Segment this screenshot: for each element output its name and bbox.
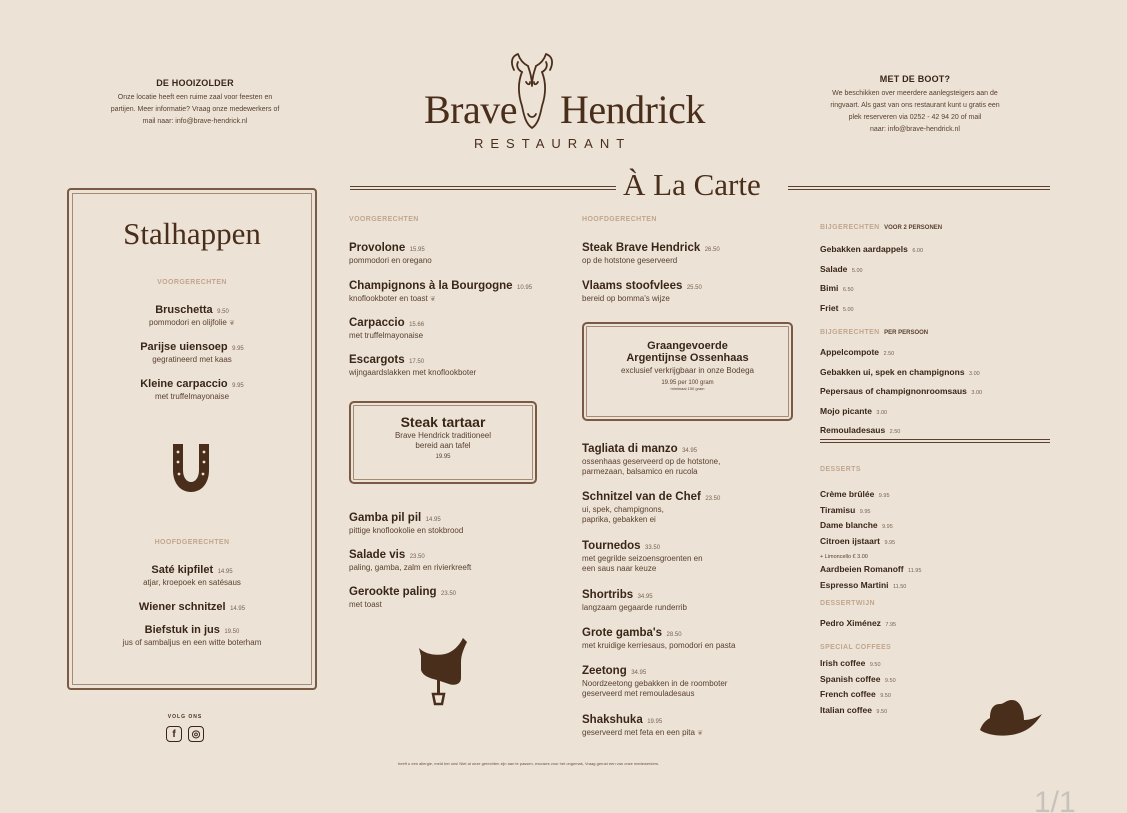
menu-item: Shortribs 34.95 langzaam gegaarde runderrib xyxy=(582,589,687,612)
menu-item: Shakshuka 19.95 geserveerd met feta en een pita ❦ xyxy=(582,714,704,737)
boot-title: MET DE BOOT? xyxy=(879,74,951,84)
social-label: VOLG ONS xyxy=(167,714,203,720)
allergy-note: heeft u een allergie, meld het ons! Niet al onze gerechten zijn aan te passen, excuses voor het ongemak, Vraag gerust een van onze medewerkers. xyxy=(398,761,660,766)
menu-item: Schnitzel van de Chef 23.50 ui, spek, champignons, paprika, gebakken ei xyxy=(582,491,721,524)
brand-name-right: Hendrick xyxy=(560,87,705,132)
hooizolder-line: mail naar: info@brave-hendrick.nl xyxy=(142,118,248,125)
divider-right xyxy=(788,186,1050,190)
boot-line: plek reserveren via 0252 - 42 94 20 of mail xyxy=(848,114,982,121)
leaf-icon: ❦ xyxy=(697,730,704,737)
bij2-head-wrap xyxy=(820,321,928,339)
stal-item: Biefstuk in jus 19.50 jus of sambaljus en een witte boterham xyxy=(122,624,262,647)
bij1-head: BIJGERECHTEN xyxy=(820,224,880,231)
stal-hoofd-head: HOOFDGERECHTEN xyxy=(154,539,230,546)
saddle-icon xyxy=(415,636,471,708)
boot-line: naar: info@brave-hendrick.nl xyxy=(870,126,960,133)
brand-subtitle: RESTAURANT xyxy=(474,136,632,151)
menu-item: Zeetong 34.95 Noordzeetong gebakken in de roomboter geserveerd met remouladesaus xyxy=(582,665,728,698)
page-indicator: 1/1 xyxy=(1034,786,1076,813)
leaf-icon: ❦ xyxy=(429,296,436,303)
horseshoe-icon xyxy=(167,440,215,496)
desserts-head: DESSERTS xyxy=(820,466,861,473)
cowboy-hat-icon xyxy=(978,696,1044,740)
leaf-icon: ❦ xyxy=(229,320,235,327)
boot-info xyxy=(780,74,1050,136)
bij2-list: Appelcompote 2.50 Gebakken ui, spek en champignons 3.00 Pepersaus of champignonroomsaus 3.00 Mojo picante 3.00 Remouladesaus 2.50 xyxy=(820,347,983,435)
stal-item: Kleine carpaccio 9.95 met truffelmayonaise xyxy=(140,378,244,401)
stal-item: Parijse uiensoep 9.95 gegratineerd met kaas xyxy=(140,341,244,364)
menu-item: Salade vis 23.50 paling, gamba, zalm en rivierkreeft xyxy=(349,549,472,572)
stalhappen-title: Stalhappen xyxy=(123,216,261,251)
stal-item: Saté kipfilet 14.95 atjar, kroepoek en satésaus xyxy=(143,564,241,587)
menu-item: Grote gamba's 28.50 met kruidige kerriesaus, pomodori en pasta xyxy=(582,627,736,650)
ossenhaas-box: Graangevoerde Argentijnse Ossenhaas exclusief verkrijgbaar in onze Bodega 19.95 per 100 gram minimaal 150 gram xyxy=(582,322,793,421)
hooizolder-line: partijen. Meer informatie? Vraag onze medewerkers of xyxy=(110,106,280,113)
stal-voor-head: VOORGERECHTEN xyxy=(157,279,227,286)
instagram-icon[interactable]: ◎ xyxy=(188,726,204,742)
feature-title: Steak tartaar xyxy=(400,414,486,430)
bij2-sub: PER PERSOON xyxy=(884,330,929,336)
hooizolder-line: Onze locatie heeft een ruime zaal voor feesten en xyxy=(117,94,273,101)
divider-left xyxy=(350,186,616,190)
dessertwijn-list: Pedro Ximénez 7.95 xyxy=(820,618,897,628)
stalhappen-panel xyxy=(67,188,317,690)
menu-item: Gamba pil pil 14.95 pittige knoflookolie en stokbrood xyxy=(349,512,464,535)
col2-head: HOOFDGERECHTEN xyxy=(582,216,657,223)
col3-divider xyxy=(820,439,1050,443)
menu-item: Escargots 17.50 wijngaardslakken met knoflookboter xyxy=(349,354,477,377)
stal-item: Bruschetta 9.50 pommodori en olijfolie ❦ xyxy=(149,304,235,327)
stal-item: Wiener schnitzel 14.95 xyxy=(138,601,246,613)
horse-head-icon xyxy=(506,52,558,134)
menu-item: Vlaams stoofvlees 25.50 bereid op bomma's wijze xyxy=(582,280,702,303)
menu-item: Carpaccio 15.66 met truffelmayonaise xyxy=(349,317,425,340)
bij2-head: BIJGERECHTEN xyxy=(820,329,880,336)
hooizolder-title: DE HOOIZOLDER xyxy=(156,78,234,88)
menu-item: Provolone 15.95 pommodori en oregano xyxy=(349,242,432,265)
col1-head: VOORGERECHTEN xyxy=(349,216,419,223)
bij1-list: Gebakken aardappels 6.00 Salade 5.00 Bimi 6.50 Friet 5.00 xyxy=(820,244,924,313)
menu-item: Champignons à la Bourgogne 10.95 knoflookboter en toast ❦ xyxy=(349,280,533,303)
coffee-head: SPECIAL COFFEES xyxy=(820,644,892,651)
steak-tartaar-box: Steak tartaar Brave Hendrick traditioneel bereid aan tafel 19.95 xyxy=(349,401,537,484)
menu-item: Tournedos 33.50 met gegrilde seizoensgroenten en een saus naar keuze xyxy=(582,540,703,573)
hooizolder-info xyxy=(75,78,315,128)
boot-line: We beschikken over meerdere aanlegsteigers aan de xyxy=(832,90,998,97)
boot-line: ringvaart. Als gast van ons restaurant kunt u gratis een xyxy=(830,102,1000,109)
dessertwijn-head: DESSERTWIJN xyxy=(820,600,875,607)
desserts-list: Crème brûlée 9.95 Tiramisu 9.95 Dame blanche 9.95 Citroen ijstaart 9.95 + Limoncello € 3.00 Aardbeien Romanoff 11.95 Espresso Martini 11.50 xyxy=(820,489,922,590)
section-title: À La Carte xyxy=(623,167,761,202)
social-block xyxy=(150,714,220,742)
bij1-sub: VOOR 2 PERSONEN xyxy=(884,225,943,231)
brand-name-left: Brave xyxy=(424,87,518,132)
facebook-icon[interactable]: f xyxy=(166,726,182,742)
brand-logo xyxy=(420,66,710,156)
coffee-list: Irish coffee 9.50 Spanish coffee 9.50 French coffee 9.50 Italian coffee 9.50 xyxy=(820,658,896,715)
bij1-head-wrap xyxy=(820,216,942,234)
menu-item: Tagliata di manzo 34.95 ossenhaas geserveerd op de hotstone, parmezaan, balsamico en rucola xyxy=(582,443,721,476)
menu-item: Gerookte paling 23.50 met toast xyxy=(349,586,457,609)
menu-item: Steak Brave Hendrick 26.50 op de hotstone geserveerd xyxy=(582,242,720,265)
